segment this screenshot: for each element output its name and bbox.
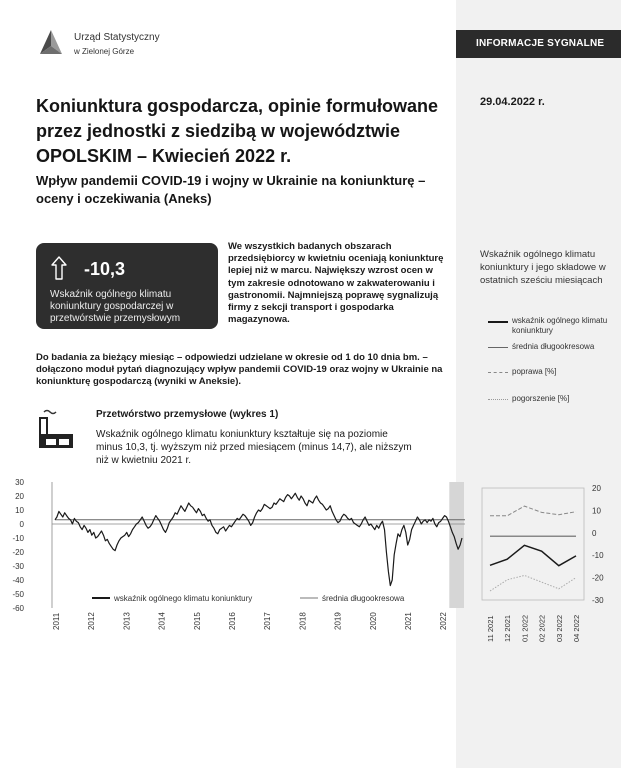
kpi-value: -10,3 xyxy=(84,259,126,279)
y-tick-label: -60 xyxy=(12,604,24,613)
x-tick-label: 2011 xyxy=(52,612,61,630)
legend-label: wskaźnik ogólnego klimatu koniunktury xyxy=(512,316,608,335)
main-line-chart xyxy=(0,474,470,634)
y-tick-label: 0 xyxy=(19,520,24,529)
legend-label: poprawa [%] xyxy=(512,367,557,376)
x-tick-label: 03 2022 xyxy=(554,614,564,642)
x-tick-label: 11 2021 xyxy=(486,615,495,642)
y-tick-label: -30 xyxy=(592,596,604,605)
y-tick-label: -30 xyxy=(12,562,24,571)
kpi-label: Wskaźnik ogólnego klimatu koniunktury gospodarczej w przetwórstwie przemysłowym xyxy=(50,289,181,324)
y-tick-label: 20 xyxy=(15,492,24,501)
intro-paragraph: We wszystkich badanych obszarach przedsiębiorcy w kwietniu oceniają koniunkturę lepiej niż w marcu. Największy wzrost ocen w tym zakresie odnotowano w zakwaterowaniu i gastronomii. Najmniejszą poprawę sygnalizują firmy z sekcji transport i gospodarka magazynowa. xyxy=(228,241,444,326)
x-tick-label: 2014 xyxy=(157,612,167,630)
page-title: Koniunktura gospodarcza, opinie formułowane przez jednostki z siedzibą w województwie OPOLSKIM – Kwiecień 2022 r. xyxy=(36,96,439,166)
y-tick-label: -20 xyxy=(592,573,604,583)
y-tick-label: 20 xyxy=(592,484,601,493)
factory-icon xyxy=(36,408,76,450)
x-tick-label: 2018 xyxy=(298,612,308,630)
legend-swatch xyxy=(488,347,508,348)
series-line-indicator xyxy=(490,545,576,565)
y-tick-label: -10 xyxy=(592,551,604,561)
x-tick-label: 2019 xyxy=(333,612,343,630)
section-text: Wskaźnik ogólnego klimatu koniunktury kształtuje się na poziomie minus 10,3, tj. wyższym niż przed miesiącem (minus 14,7), ale niższym niż w kwietniu 2021 r. xyxy=(96,429,412,466)
sidebar-panel xyxy=(456,0,621,768)
series-line-deterioration xyxy=(490,575,576,591)
y-tick-label: -40 xyxy=(12,576,24,585)
note-paragraph: Do badania za bieżący miesiąc – odpowiedzi udzielane w okresie od 1 do 10 dnia bm. – dołączono moduł pytań diagnozujący wpływ pandemii COVID-19 oraz wojny w Ukrainie na koniunkturę gospodarczą (wyniki w Aneksie). xyxy=(36,352,443,388)
x-tick-label: 2020 xyxy=(368,612,378,630)
side-chart-title: Wskaźnik ogólnego klimatu koniunktury i jego składowe w ostatnich sześciu miesiącach xyxy=(480,249,606,286)
x-tick-label: 2012 xyxy=(87,612,97,630)
y-tick-label: -50 xyxy=(12,590,24,599)
legend-swatch xyxy=(488,321,508,323)
y-tick-label: 10 xyxy=(15,506,24,515)
x-tick-label: 01 2022 xyxy=(520,614,530,642)
page-subtitle: Wpływ pandemii COVID-19 i wojny w Ukrainie na koniunkturę – oceny i oczekiwania (Aneks) xyxy=(36,173,426,206)
legend-label-indicator: wskaźnik ogólnego klimatu koniunktury xyxy=(114,594,253,603)
kpi-card xyxy=(36,243,218,329)
legend-label-average: średnia długookresowa xyxy=(322,594,405,603)
x-tick-label: 2017 xyxy=(263,612,273,630)
legend-label: średnia długookresowa xyxy=(512,342,595,351)
side-line-chart xyxy=(470,474,621,644)
series-line-indicator xyxy=(55,493,462,585)
x-tick-label: 02 2022 xyxy=(537,614,547,642)
x-tick-label: 2015 xyxy=(192,612,202,630)
logo-icon xyxy=(36,28,66,58)
y-tick-label: 0 xyxy=(592,528,597,538)
legend-swatch xyxy=(488,399,508,400)
x-tick-label: 2021 xyxy=(404,612,413,630)
legend-swatch xyxy=(488,372,508,373)
x-tick-label: 04 2022 xyxy=(572,614,581,642)
side-chart-frame xyxy=(482,488,584,600)
x-tick-label: 12 2021 xyxy=(503,614,513,642)
y-tick-label: -10 xyxy=(12,534,24,543)
y-tick-label: -20 xyxy=(12,548,24,557)
logo-text xyxy=(74,31,160,59)
series-line-improvement xyxy=(490,506,576,516)
x-tick-label: 2022 xyxy=(439,612,449,630)
logo-line1: Urząd Statystyczny xyxy=(74,32,160,43)
section-title: Przetwórstwo przemysłowe (wykres 1) xyxy=(96,409,279,420)
y-tick-label: 30 xyxy=(15,478,24,487)
publication-date: 29.04.2022 r. xyxy=(480,96,545,108)
legend-label: pogorszenie [%] xyxy=(512,394,570,403)
y-tick-label: 10 xyxy=(592,506,601,516)
info-banner: INFORMACJE SYGNALNE xyxy=(456,30,621,58)
logo-line2: w Zielonej Górze xyxy=(74,47,135,56)
x-tick-label: 2016 xyxy=(228,612,237,630)
arrow-up-icon xyxy=(50,255,68,281)
x-tick-label: 2013 xyxy=(122,612,132,630)
